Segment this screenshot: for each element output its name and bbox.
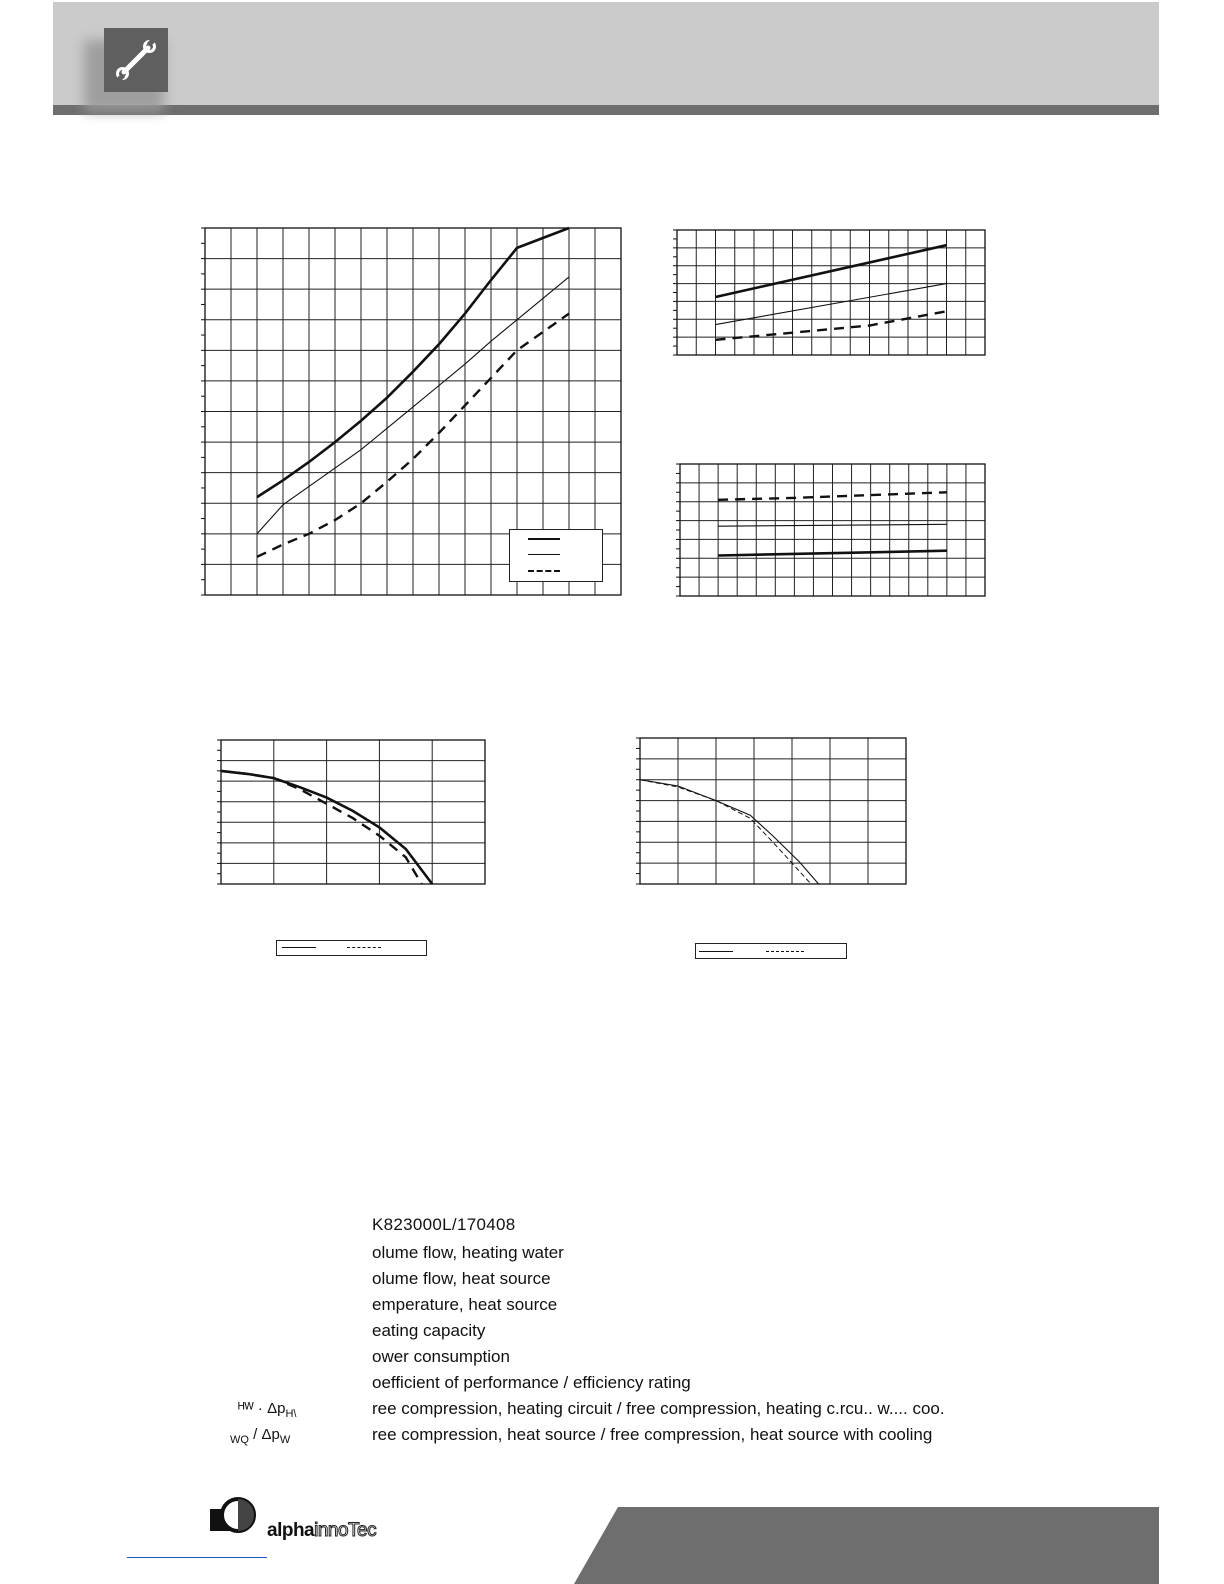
grid (680, 464, 985, 596)
legend-line-thick (528, 538, 560, 540)
series-line-thin-dashed (640, 780, 811, 884)
legend-volume-flow-source: olume flow, heat source (372, 1269, 551, 1288)
legend-line-dashed (528, 570, 560, 572)
pressure-right-legend (695, 943, 847, 959)
legend-line-solid (699, 951, 733, 952)
chart-frame (640, 738, 906, 884)
cop-chart (680, 464, 985, 596)
pressure-heat-source-chart (640, 738, 906, 884)
legend-line-dashed (347, 947, 381, 948)
legend-line-thin (528, 554, 560, 555)
symbol-sub: H\ (285, 1408, 297, 1420)
pressure-heating-circuit-chart (221, 740, 485, 884)
footer-link-underline[interactable] (127, 1557, 267, 1558)
pressure-left-legend (276, 940, 427, 956)
grid (677, 230, 985, 355)
header-rule (53, 105, 1159, 115)
section-icon-tile (104, 28, 168, 92)
legend-cop: oefficient of performance / efficiency rating (372, 1373, 691, 1392)
logo-wordmark (267, 1520, 376, 1542)
legend-free-compression-heating: ree compression, heating circuit / free compression, heating c.rcu.. w.... coo. (372, 1399, 945, 1418)
legend-line-solid (282, 947, 316, 948)
wrench-icon (104, 28, 168, 92)
logo-word-innotec: innoTec (314, 1520, 377, 1541)
legend-power-consumption: ower consumption (372, 1347, 510, 1366)
symbol-text: / Δp (248, 1426, 280, 1443)
power-consumption-chart (677, 230, 985, 355)
document-code: K823000L/170408 (372, 1215, 516, 1234)
legend-free-compression-source: ree compression, heat source / free compression, heat source with cooling (372, 1425, 933, 1444)
symbol-sub-wq: WQ (230, 1434, 249, 1446)
header-band (53, 2, 1159, 105)
main-chart-legend (509, 529, 603, 582)
legend-temperature-source: emperature, heat source (372, 1295, 558, 1314)
symbol-text: ᴴᵂ · Δp (238, 1400, 286, 1417)
symbol-source-pressure (230, 1426, 290, 1446)
legend-volume-flow-heating: olume flow, heating water (372, 1243, 564, 1262)
symbol-sub-w: W (279, 1434, 291, 1446)
logo-word-alpha: alpha (267, 1520, 315, 1541)
legend-heating-capacity: eating capacity (372, 1321, 486, 1340)
grid (640, 738, 906, 884)
legend-line-dotted (766, 951, 804, 952)
series-line-dashed (221, 771, 422, 884)
symbol-heating-pressure (238, 1400, 296, 1420)
